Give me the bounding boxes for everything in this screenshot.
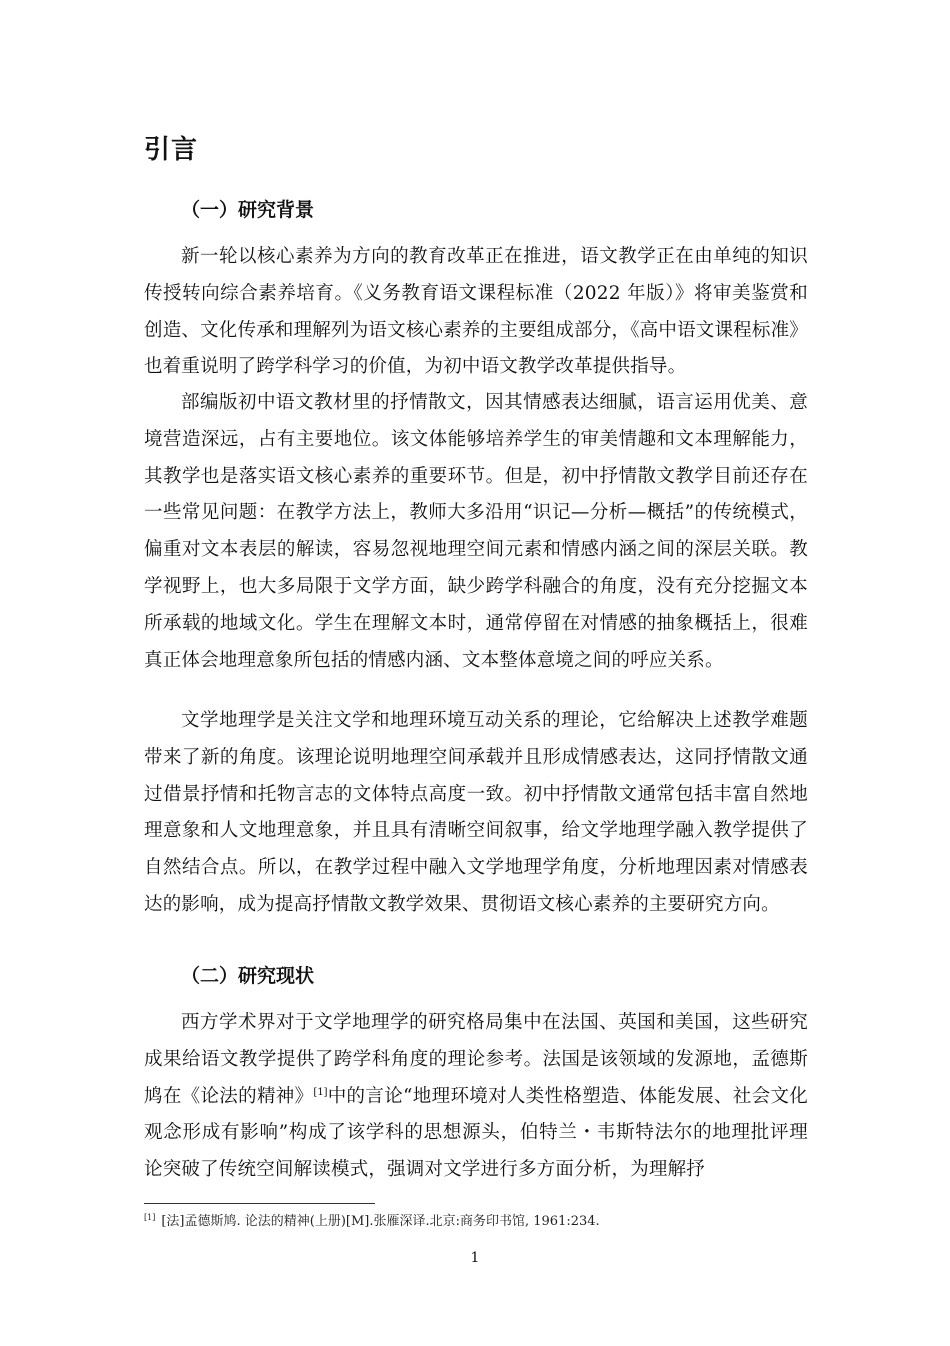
body-paragraph: 部编版初中语文教材里的抒情散文，因其情感表达细腻，语言运用优美、意境营造深远，占有主要地位。该文体能够培养学生的审美情趣和文本理解能力，其教学也是落实语文核心素养的重要环节。但是，初中抒情散文教学目前还存在一些常见问题：在教学方法上，教师大多沿用“识记—分析—概括”的传统模式，偏重对文本表层的解读，容易忽视地理空间元素和情感内涵之间的深层关联。教学视野上，也大多局限于文学方面，缺少跨学科融合的角度，没有充分挖掘文本所承载的地域文化。学生在理解文本时，通常停留在对情感的抽象概括上，很难真正体会地理意象所包括的情感内涵、文本整体意境之间的呼应关系。 [144, 392, 808, 671]
footnote-text: [法]孟德斯鸠. 论法的精神(上册)[M].张雁深译.北京:商务印书馆, 1961:234. [161, 1214, 600, 1229]
section-heading-background: （一）研究背景 [181, 199, 315, 221]
footnote-reference-mark[interactable]: [1] [313, 1086, 328, 1098]
body-paragraph: 文学地理学是关注文学和地理环境互动关系的理论，它给解决上述教学难题带来了新的角度。该理论说明地理空间承载并且形成情感表达，这同抒情散文通过借景抒情和托物言志的文体特点高度一致。初中抒情散文通常包括丰富自然地理意象和人文地理意象，并且具有清晰空间叙事，给文学地理学融入教学提供了自然结合点。所以，在教学过程中融入文学地理学角度，分析地理因素对情感表达的影响，成为提高抒情散文教学效果、贯彻语文核心素养的主要研究方向。 [144, 710, 808, 915]
footnote-divider [144, 1203, 375, 1204]
footnote [144, 1212, 600, 1232]
footnote-mark: [1] [144, 1212, 156, 1222]
page-title: 引言 [144, 135, 199, 165]
body-paragraph: 新一轮以核心素养为方向的教育改革正在推进，语文教学正在由单纯的知识传授转向综合素养培育。《义务教育语文课程标准（2022 年版）》将审美鉴赏和创造、文化传承和理解列为语文核心素养的主要组成部分，《高中语文课程标准》也着重说明了跨学科学习的价值，为初中语文教学改革提供指导。 [144, 246, 808, 378]
section-heading-status: （二）研究现状 [181, 965, 315, 987]
page-number: 1 [470, 1250, 480, 1266]
paragraph-text-after-citation: 中的言论“地理环境对人类性格塑造、体能发展、社会文化观念形成有影响”构成了该学科的思想源头，伯特兰・韦斯特法尔的地理批评理论突破了传统空间解读模式，强调对文学进行多方面分析，为理解抒 [144, 1085, 808, 1181]
paragraph-text-before-citation: 西方学术界对于文学地理学的研究格局集中在法国、英国和美国，这些研究成果给语文教学提供了跨学科角度的理论参考。法国是该领域的发源地，孟德斯鸠在《论法的精神》 [144, 1012, 808, 1107]
body-paragraph-with-citation [144, 1005, 808, 1189]
